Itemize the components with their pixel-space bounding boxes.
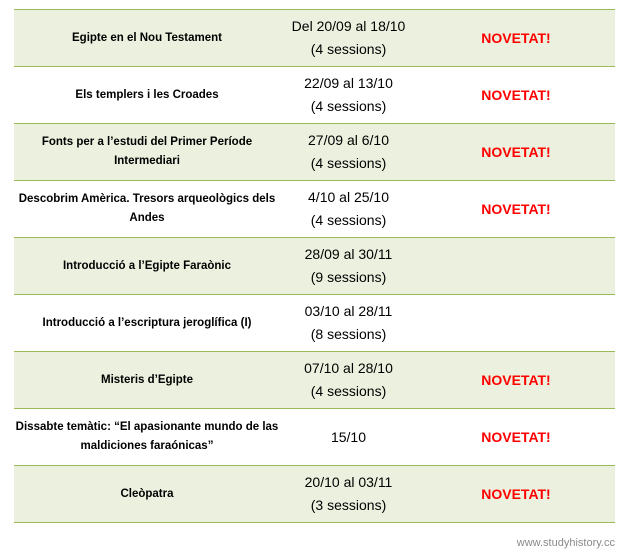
course-name: Cleòpatra xyxy=(14,466,280,523)
course-name: Els templers i les Croades xyxy=(14,67,280,124)
new-badge xyxy=(417,295,615,352)
new-badge xyxy=(417,238,615,295)
course-name: Introducció a l’Egipte Faraònic xyxy=(14,238,280,295)
table-row xyxy=(14,295,615,352)
session-count: (4 sessions) xyxy=(310,383,387,399)
course-dates xyxy=(280,352,417,409)
course-name: Misteris d’Egipte xyxy=(14,352,280,409)
session-count: (4 sessions) xyxy=(310,98,387,114)
date-range: 03/10 al 28/11 xyxy=(304,303,393,319)
date-range: 27/09 al 6/10 xyxy=(308,132,389,148)
course-dates xyxy=(280,295,417,352)
table-row xyxy=(14,181,615,238)
table-row xyxy=(14,409,615,466)
course-name: Egipte en el Nou Testament xyxy=(14,10,280,67)
date-range: 28/09 al 30/11 xyxy=(304,246,393,262)
table-row xyxy=(14,10,615,67)
new-badge: NOVETAT! xyxy=(417,124,615,181)
table-row xyxy=(14,67,615,124)
new-badge: NOVETAT! xyxy=(417,352,615,409)
date-range: Del 20/09 al 18/10 xyxy=(291,18,406,34)
session-count: (4 sessions) xyxy=(310,212,387,228)
course-dates xyxy=(280,181,417,238)
course-dates xyxy=(280,124,417,181)
table-row xyxy=(14,238,615,295)
date-range: 22/09 al 13/10 xyxy=(304,75,393,91)
new-badge: NOVETAT! xyxy=(417,10,615,67)
course-name: Dissabte temàtic: “El apasionante mundo de las maldiciones faraónicas” xyxy=(14,409,280,466)
new-badge: NOVETAT! xyxy=(417,67,615,124)
course-dates xyxy=(280,466,417,523)
session-count: (4 sessions) xyxy=(310,41,387,57)
course-name: Introducció a l’escriptura jeroglífica (I) xyxy=(14,295,280,352)
date-range: 20/10 al 03/11 xyxy=(304,474,393,490)
table-row xyxy=(14,466,615,523)
course-dates xyxy=(280,67,417,124)
session-count: (9 sessions) xyxy=(310,269,387,285)
new-badge: NOVETAT! xyxy=(417,466,615,523)
course-name: Descobrim Amèrica. Tresors arqueològics dels Andes xyxy=(14,181,280,238)
new-badge: NOVETAT! xyxy=(417,181,615,238)
course-schedule-table xyxy=(14,9,615,523)
course-name: Fonts per a l’estudi del Primer Període Intermediari xyxy=(14,124,280,181)
session-count: (8 sessions) xyxy=(310,326,387,342)
table-row xyxy=(14,124,615,181)
watermark: www.studyhistory.cc xyxy=(516,537,615,549)
course-dates xyxy=(280,409,417,466)
table-row xyxy=(14,352,615,409)
session-count: (4 sessions) xyxy=(310,155,387,171)
date-range: 15/10 xyxy=(330,428,367,445)
course-dates xyxy=(280,238,417,295)
new-badge: NOVETAT! xyxy=(417,409,615,466)
date-range: 4/10 al 25/10 xyxy=(308,189,389,205)
date-range: 07/10 al 28/10 xyxy=(304,360,393,376)
course-dates xyxy=(280,10,417,67)
session-count: (3 sessions) xyxy=(310,497,387,513)
